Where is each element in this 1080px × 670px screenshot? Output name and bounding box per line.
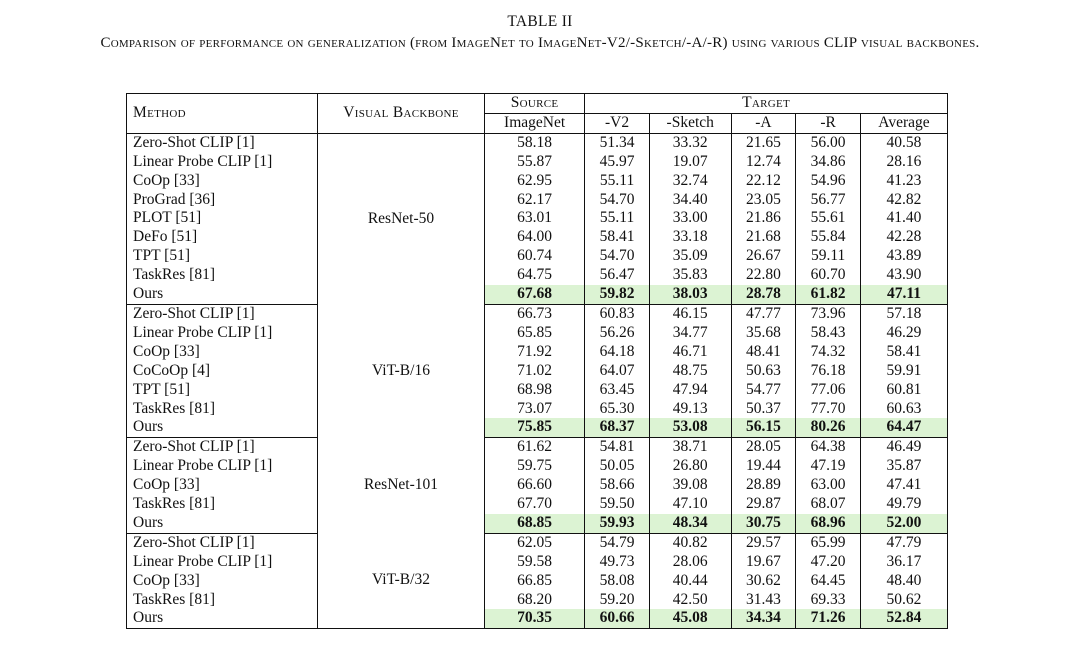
value-cell-r: 80.26 [796, 418, 861, 437]
method-cell: TPT [51] [127, 247, 318, 266]
value-cell-average: 35.87 [860, 457, 947, 476]
value-cell-a: 35.68 [731, 324, 796, 343]
table-row-ours [127, 514, 948, 533]
value-cell-a: 30.75 [731, 514, 796, 533]
value-cell-a: 19.44 [731, 457, 796, 476]
table-body [127, 133, 948, 629]
value-cell-imagenet: 59.58 [485, 553, 585, 572]
value-cell-sketch: 53.08 [649, 418, 731, 437]
value-cell-r: 77.70 [796, 400, 861, 419]
value-cell-v2: 59.82 [585, 285, 650, 304]
value-cell-r: 74.32 [796, 343, 861, 362]
method-cell: TaskRes [81] [127, 495, 318, 514]
value-cell-r: 54.96 [796, 172, 861, 191]
value-cell-average: 47.41 [860, 476, 947, 495]
value-cell-r: 65.99 [796, 533, 861, 552]
value-cell-r: 34.86 [796, 153, 861, 172]
column-header-imagenet: ImageNet [485, 113, 585, 133]
value-cell-sketch: 33.00 [649, 209, 731, 228]
value-cell-sketch: 34.40 [649, 191, 731, 210]
value-cell-r: 47.19 [796, 457, 861, 476]
value-cell-a: 21.65 [731, 133, 796, 152]
value-cell-r: 58.43 [796, 324, 861, 343]
value-cell-a: 50.37 [731, 400, 796, 419]
value-cell-a: 48.41 [731, 343, 796, 362]
value-cell-imagenet: 67.70 [485, 495, 585, 514]
value-cell-average: 46.49 [860, 438, 947, 457]
value-cell-sketch: 48.34 [649, 514, 731, 533]
value-cell-a: 23.05 [731, 191, 796, 210]
value-cell-imagenet: 62.17 [485, 191, 585, 210]
value-cell-v2: 58.66 [585, 476, 650, 495]
value-cell-r: 47.20 [796, 553, 861, 572]
value-cell-sketch: 45.08 [649, 609, 731, 628]
value-cell-sketch: 33.32 [649, 133, 731, 152]
value-cell-v2: 56.47 [585, 266, 650, 285]
value-cell-r: 68.96 [796, 514, 861, 533]
column-header-r: -R [796, 113, 861, 133]
value-cell-a: 29.87 [731, 495, 796, 514]
table-row-ours [127, 285, 948, 304]
value-cell-sketch: 49.13 [649, 400, 731, 419]
value-cell-sketch: 40.44 [649, 572, 731, 591]
value-cell-average: 41.23 [860, 172, 947, 191]
method-cell: TPT [51] [127, 381, 318, 400]
method-cell: PLOT [51] [127, 209, 318, 228]
value-cell-r: 76.18 [796, 362, 861, 381]
results-table [126, 93, 948, 629]
value-cell-a: 34.34 [731, 609, 796, 628]
backbone-cell: ViT-B/32 [318, 533, 485, 629]
method-cell: CoCoOp [4] [127, 362, 318, 381]
value-cell-r: 64.38 [796, 438, 861, 457]
method-cell: CoOp [33] [127, 476, 318, 495]
value-cell-a: 22.80 [731, 266, 796, 285]
value-cell-a: 28.05 [731, 438, 796, 457]
value-cell-v2: 68.37 [585, 418, 650, 437]
value-cell-imagenet: 71.92 [485, 343, 585, 362]
backbone-header: Visual Backbone [318, 94, 485, 134]
table-row-ours [127, 609, 948, 628]
value-cell-average: 40.58 [860, 133, 947, 152]
value-cell-imagenet: 64.00 [485, 228, 585, 247]
value-cell-r: 63.00 [796, 476, 861, 495]
table-row [127, 381, 948, 400]
value-cell-v2: 55.11 [585, 209, 650, 228]
value-cell-v2: 55.11 [585, 172, 650, 191]
value-cell-imagenet: 66.73 [485, 304, 585, 323]
value-cell-r: 61.82 [796, 285, 861, 304]
value-cell-average: 49.79 [860, 495, 947, 514]
value-cell-v2: 65.30 [585, 400, 650, 419]
value-cell-v2: 50.05 [585, 457, 650, 476]
value-cell-r: 71.26 [796, 609, 861, 628]
method-cell: Zero-Shot CLIP [1] [127, 533, 318, 552]
value-cell-v2: 58.08 [585, 572, 650, 591]
table-row [127, 172, 948, 191]
value-cell-imagenet: 68.20 [485, 591, 585, 610]
value-cell-sketch: 46.15 [649, 304, 731, 323]
method-cell: CoOp [33] [127, 343, 318, 362]
value-cell-a: 50.63 [731, 362, 796, 381]
table-row [127, 476, 948, 495]
column-header-average: Average [860, 113, 947, 133]
table-row [127, 533, 948, 552]
value-cell-imagenet: 66.85 [485, 572, 585, 591]
value-cell-r: 68.07 [796, 495, 861, 514]
table-row [127, 591, 948, 610]
method-cell: ProGrad [36] [127, 191, 318, 210]
table-row [127, 457, 948, 476]
value-cell-average: 59.91 [860, 362, 947, 381]
table-row [127, 266, 948, 285]
table-row [127, 304, 948, 323]
column-header-sketch: -Sketch [649, 113, 731, 133]
method-cell: DeFo [51] [127, 228, 318, 247]
value-cell-v2: 45.97 [585, 153, 650, 172]
value-cell-a: 21.86 [731, 209, 796, 228]
value-cell-v2: 54.81 [585, 438, 650, 457]
value-cell-imagenet: 60.74 [485, 247, 585, 266]
value-cell-average: 50.62 [860, 591, 947, 610]
value-cell-average: 42.28 [860, 228, 947, 247]
table-row [127, 572, 948, 591]
value-cell-a: 30.62 [731, 572, 796, 591]
value-cell-imagenet: 68.85 [485, 514, 585, 533]
value-cell-sketch: 46.71 [649, 343, 731, 362]
value-cell-r: 69.33 [796, 591, 861, 610]
value-cell-average: 52.84 [860, 609, 947, 628]
value-cell-r: 64.45 [796, 572, 861, 591]
value-cell-sketch: 47.10 [649, 495, 731, 514]
table-row [127, 495, 948, 514]
value-cell-r: 55.61 [796, 209, 861, 228]
table-row-ours [127, 418, 948, 437]
method-cell: Ours [127, 514, 318, 533]
value-cell-imagenet: 66.60 [485, 476, 585, 495]
value-cell-a: 47.77 [731, 304, 796, 323]
value-cell-r: 59.11 [796, 247, 861, 266]
value-cell-average: 58.41 [860, 343, 947, 362]
value-cell-a: 31.43 [731, 591, 796, 610]
value-cell-v2: 49.73 [585, 553, 650, 572]
method-cell: Zero-Shot CLIP [1] [127, 304, 318, 323]
value-cell-r: 77.06 [796, 381, 861, 400]
method-cell: Ours [127, 418, 318, 437]
value-cell-sketch: 35.83 [649, 266, 731, 285]
value-cell-imagenet: 75.85 [485, 418, 585, 437]
value-cell-v2: 51.34 [585, 133, 650, 152]
table-row [127, 362, 948, 381]
value-cell-a: 29.57 [731, 533, 796, 552]
value-cell-average: 36.17 [860, 553, 947, 572]
value-cell-sketch: 28.06 [649, 553, 731, 572]
table-row [127, 153, 948, 172]
value-cell-v2: 58.41 [585, 228, 650, 247]
value-cell-v2: 59.20 [585, 591, 650, 610]
value-cell-r: 60.70 [796, 266, 861, 285]
value-cell-a: 26.67 [731, 247, 796, 266]
table-caption-block [0, 12, 1080, 53]
value-cell-a: 28.89 [731, 476, 796, 495]
method-header: Method [127, 94, 318, 134]
value-cell-average: 41.40 [860, 209, 947, 228]
value-cell-v2: 54.79 [585, 533, 650, 552]
value-cell-sketch: 47.94 [649, 381, 731, 400]
value-cell-average: 43.90 [860, 266, 947, 285]
value-cell-imagenet: 63.01 [485, 209, 585, 228]
value-cell-v2: 64.07 [585, 362, 650, 381]
value-cell-a: 22.12 [731, 172, 796, 191]
value-cell-r: 56.77 [796, 191, 861, 210]
value-cell-imagenet: 70.35 [485, 609, 585, 628]
value-cell-a: 28.78 [731, 285, 796, 304]
table-row [127, 438, 948, 457]
value-cell-sketch: 38.03 [649, 285, 731, 304]
table-row [127, 553, 948, 572]
value-cell-average: 42.82 [860, 191, 947, 210]
value-cell-imagenet: 73.07 [485, 400, 585, 419]
value-cell-sketch: 35.09 [649, 247, 731, 266]
table-row [127, 343, 948, 362]
value-cell-imagenet: 62.05 [485, 533, 585, 552]
table-number: TABLE II [507, 13, 573, 30]
table-caption: Comparison of performance on generalization (from ImageNet to ImageNet-V2/-Sketch/-A/-R) using various CLIP visual backbones. [100, 35, 980, 51]
method-cell: Ours [127, 609, 318, 628]
source-header: Source [485, 94, 585, 114]
value-cell-imagenet: 61.62 [485, 438, 585, 457]
value-cell-v2: 63.45 [585, 381, 650, 400]
value-cell-a: 19.67 [731, 553, 796, 572]
target-header: Target [585, 94, 948, 114]
table-row [127, 191, 948, 210]
value-cell-average: 47.79 [860, 533, 947, 552]
value-cell-sketch: 38.71 [649, 438, 731, 457]
value-cell-a: 54.77 [731, 381, 796, 400]
value-cell-v2: 60.66 [585, 609, 650, 628]
value-cell-imagenet: 65.85 [485, 324, 585, 343]
value-cell-sketch: 40.82 [649, 533, 731, 552]
backbone-cell: ViT-B/16 [318, 304, 485, 437]
value-cell-v2: 64.18 [585, 343, 650, 362]
value-cell-sketch: 42.50 [649, 591, 731, 610]
value-cell-average: 46.29 [860, 324, 947, 343]
method-cell: Linear Probe CLIP [1] [127, 457, 318, 476]
value-cell-r: 55.84 [796, 228, 861, 247]
value-cell-sketch: 33.18 [649, 228, 731, 247]
value-cell-a: 56.15 [731, 418, 796, 437]
value-cell-v2: 59.93 [585, 514, 650, 533]
value-cell-sketch: 32.74 [649, 172, 731, 191]
table-row [127, 133, 948, 152]
method-cell: Zero-Shot CLIP [1] [127, 438, 318, 457]
method-cell: TaskRes [81] [127, 266, 318, 285]
value-cell-sketch: 48.75 [649, 362, 731, 381]
value-cell-imagenet: 68.98 [485, 381, 585, 400]
value-cell-imagenet: 64.75 [485, 266, 585, 285]
method-cell: TaskRes [81] [127, 400, 318, 419]
value-cell-a: 12.74 [731, 153, 796, 172]
value-cell-r: 56.00 [796, 133, 861, 152]
value-cell-sketch: 26.80 [649, 457, 731, 476]
value-cell-imagenet: 62.95 [485, 172, 585, 191]
value-cell-average: 43.89 [860, 247, 947, 266]
table-row [127, 324, 948, 343]
value-cell-average: 28.16 [860, 153, 947, 172]
value-cell-v2: 59.50 [585, 495, 650, 514]
value-cell-sketch: 34.77 [649, 324, 731, 343]
table-row [127, 228, 948, 247]
column-header-v2: -V2 [585, 113, 650, 133]
value-cell-average: 64.47 [860, 418, 947, 437]
value-cell-average: 52.00 [860, 514, 947, 533]
value-cell-sketch: 19.07 [649, 153, 731, 172]
value-cell-imagenet: 67.68 [485, 285, 585, 304]
value-cell-average: 48.40 [860, 572, 947, 591]
method-cell: Linear Probe CLIP [1] [127, 553, 318, 572]
value-cell-average: 47.11 [860, 285, 947, 304]
value-cell-imagenet: 71.02 [485, 362, 585, 381]
table-row [127, 247, 948, 266]
table-row [127, 400, 948, 419]
method-cell: Linear Probe CLIP [1] [127, 324, 318, 343]
table-row [127, 209, 948, 228]
value-cell-v2: 54.70 [585, 247, 650, 266]
value-cell-average: 60.81 [860, 381, 947, 400]
method-cell: Zero-Shot CLIP [1] [127, 133, 318, 152]
value-cell-average: 60.63 [860, 400, 947, 419]
backbone-cell: ResNet-101 [318, 438, 485, 534]
value-cell-imagenet: 55.87 [485, 153, 585, 172]
method-cell: CoOp [33] [127, 172, 318, 191]
method-cell: CoOp [33] [127, 572, 318, 591]
method-cell: Ours [127, 285, 318, 304]
header-row-top [127, 94, 948, 114]
method-cell: Linear Probe CLIP [1] [127, 153, 318, 172]
value-cell-imagenet: 58.18 [485, 133, 585, 152]
value-cell-v2: 60.83 [585, 304, 650, 323]
value-cell-sketch: 39.08 [649, 476, 731, 495]
value-cell-a: 21.68 [731, 228, 796, 247]
value-cell-imagenet: 59.75 [485, 457, 585, 476]
method-cell: TaskRes [81] [127, 591, 318, 610]
value-cell-v2: 56.26 [585, 324, 650, 343]
value-cell-average: 57.18 [860, 304, 947, 323]
column-header-a: -A [731, 113, 796, 133]
backbone-cell: ResNet-50 [318, 133, 485, 304]
value-cell-v2: 54.70 [585, 191, 650, 210]
value-cell-r: 73.96 [796, 304, 861, 323]
